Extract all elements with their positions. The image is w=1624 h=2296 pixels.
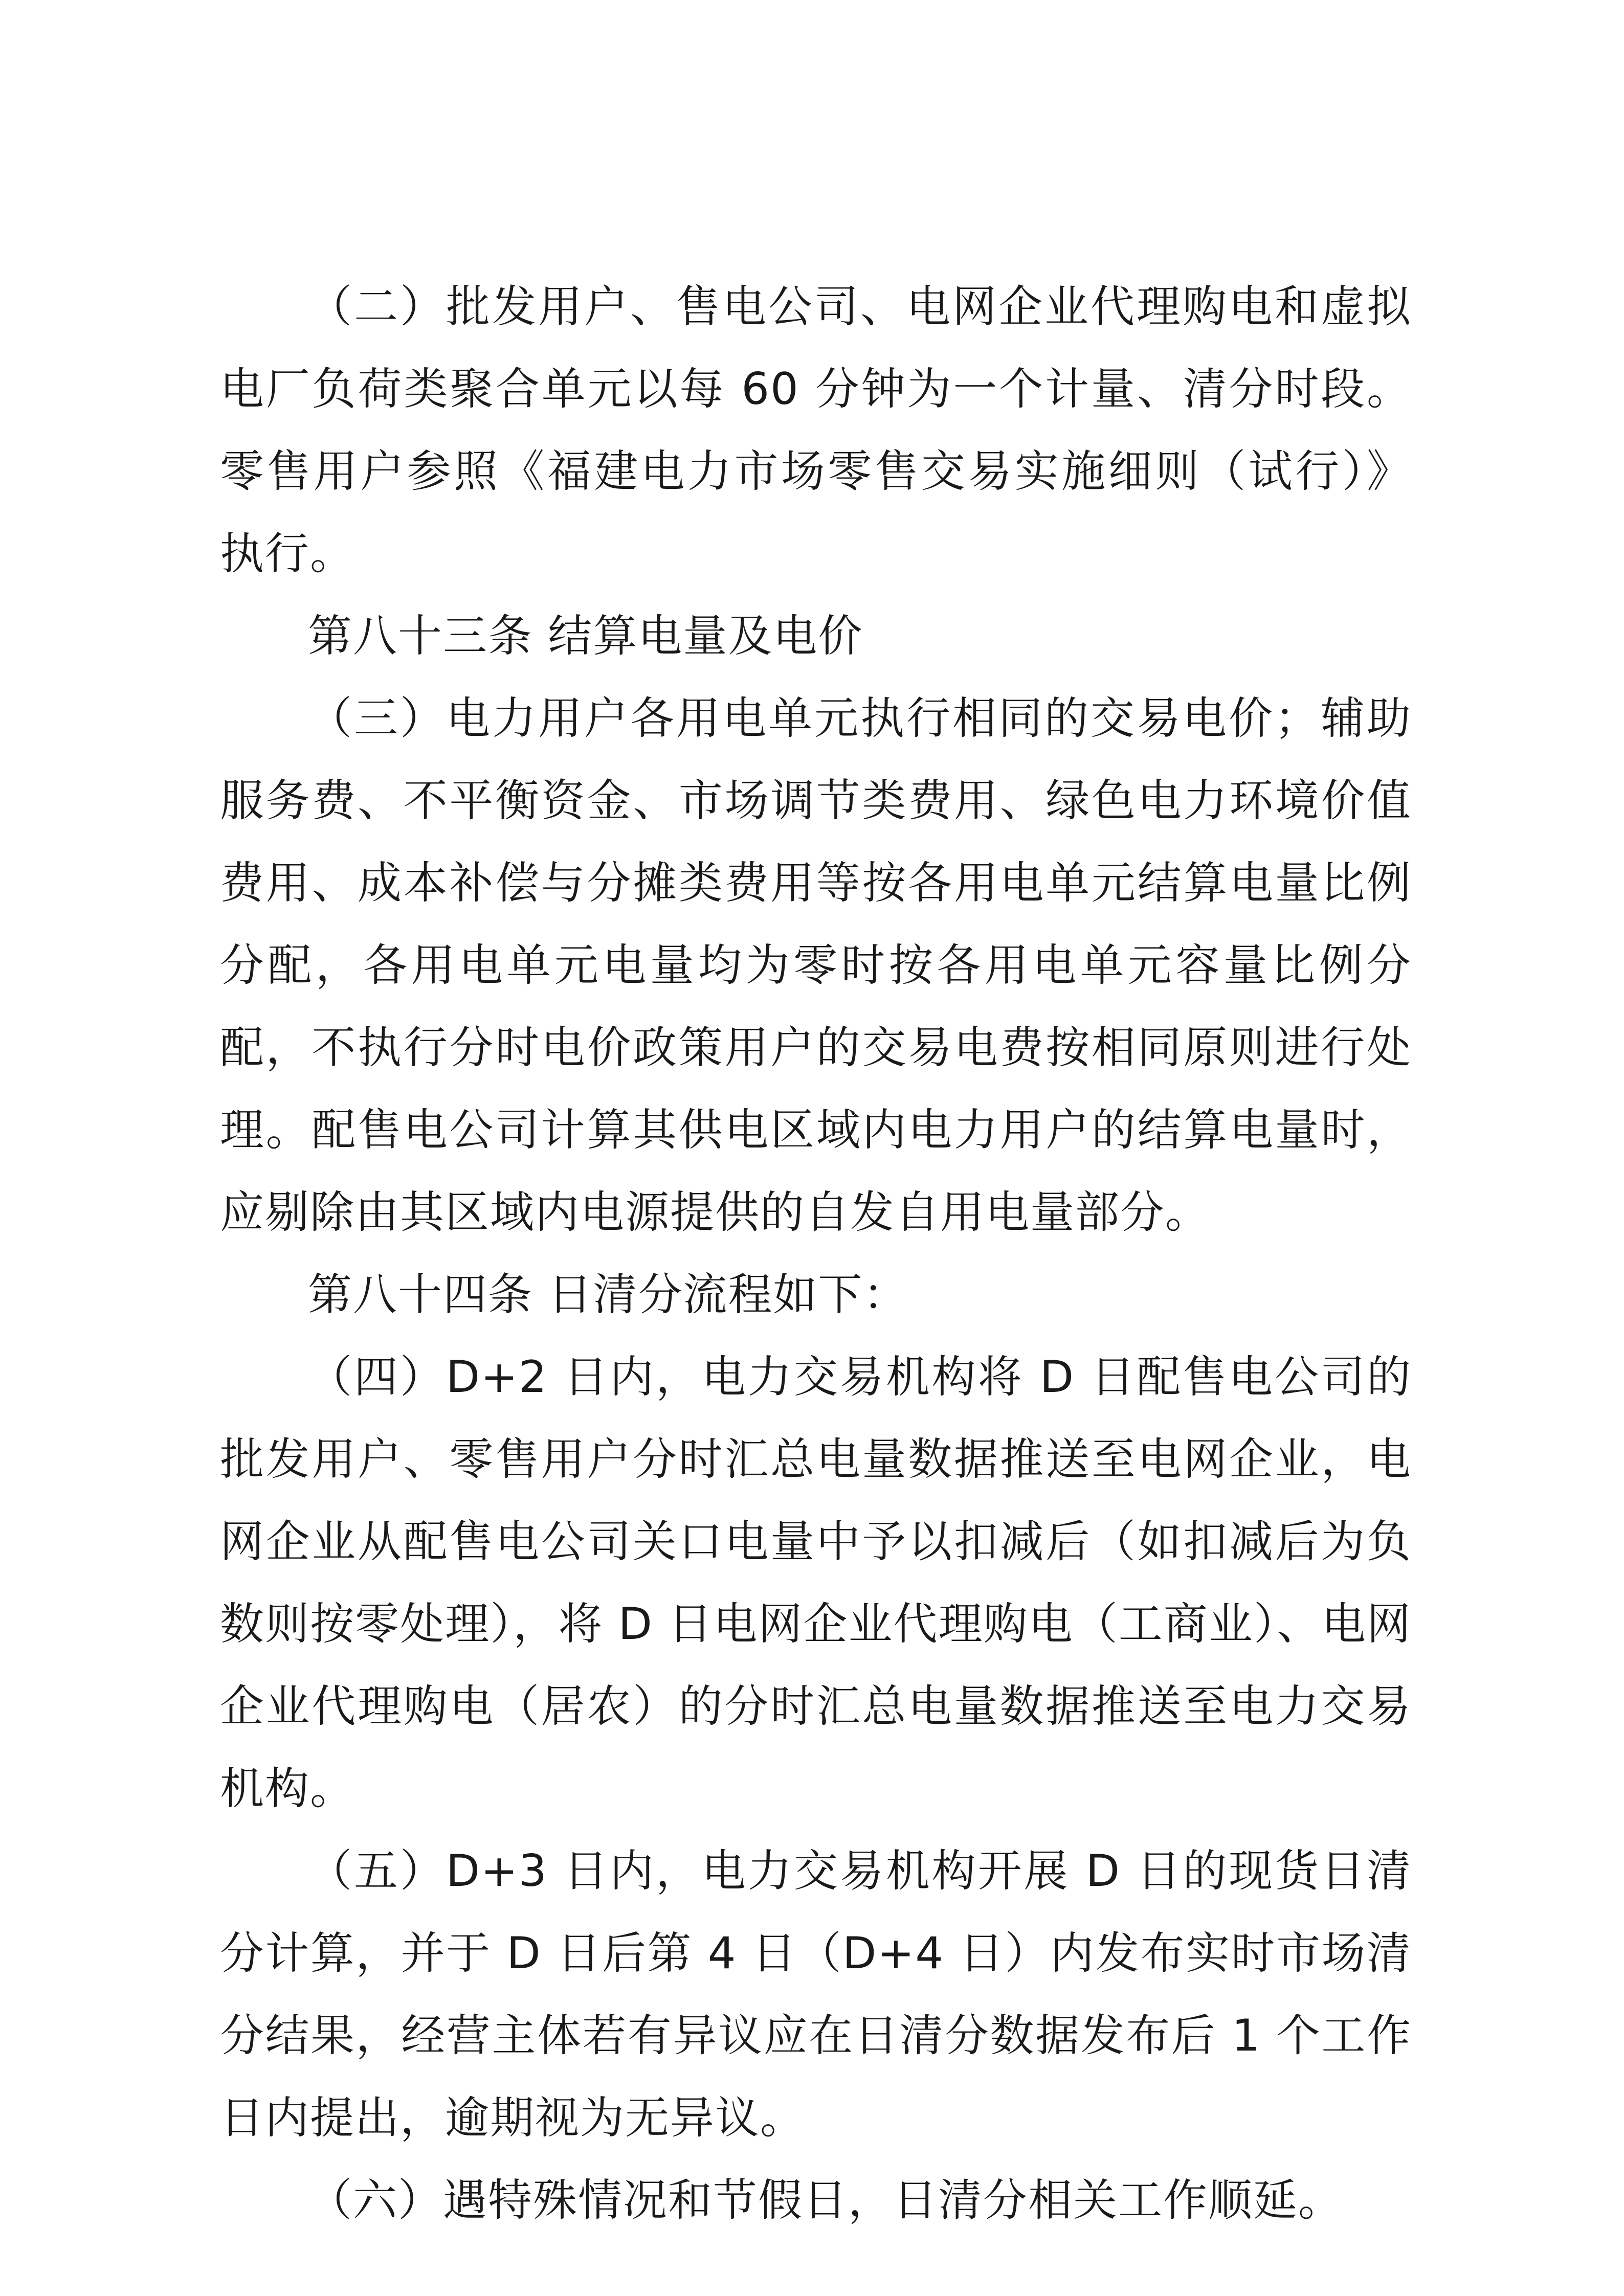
paragraph-3-electricity-users: （三）电力用户各用电单元执行相同的交易电价；辅助服务费、不平衡资金、市场调节类费用、绿色电力环境价值费用、成本补偿与分摊类费用等按各用电单元结算电量比例分配，各用电单元电量均为零时按各用电单元容量比例分配，不执行分时电价政策用户的交易电费按相同原则进行处理。配售电公司计算其供电区域内电力用户的结算电量时，应剔除由其区域内电源提供的自发自用电量部分。 — [220, 693, 1412, 1238]
article-83-heading: 第八十三条 结算电量及电价 — [308, 611, 863, 662]
paragraph-5-d-plus-3: （五）D+3 日内，电力交易机构开展 D 日的现货日清分计算，并于 D 日后第 4 日（D+4 日）内发布实时市场清分结果，经营主体若有异议应在日清分数据发布后 1 个工作日内提出，逾期视为无异议。 — [220, 1845, 1412, 2144]
article-84-heading: 第八十四条 日清分流程如下： — [308, 1269, 908, 1320]
paragraph-4-d-plus-2: （四）D+2 日内，电力交易机构将 D 日配售电公司的批发用户、零售用户分时汇总电量数据推送至电网企业，电网企业从配售电公司关口电量中予以扣减后（如扣减后为负数则按零处理），将 D 日电网企业代理购电（工商业）、电网企业代理购电（居农）的分时汇总电量数据推送至电力交易机构。 — [220, 1352, 1412, 1814]
paragraph-6-holidays: （六）遇特殊情况和节假日，日清分相关工作顺延。 — [308, 2175, 1343, 2226]
paragraph-2-batch-users: （二）批发用户、售电公司、电网企业代理购电和虚拟电厂负荷类聚合单元以每 60 分钟为一个计量、清分时段。零售用户参照《福建电力市场零售交易实施细则（试行）》执行。 — [220, 281, 1412, 579]
document-page — [220, 266, 1412, 2242]
